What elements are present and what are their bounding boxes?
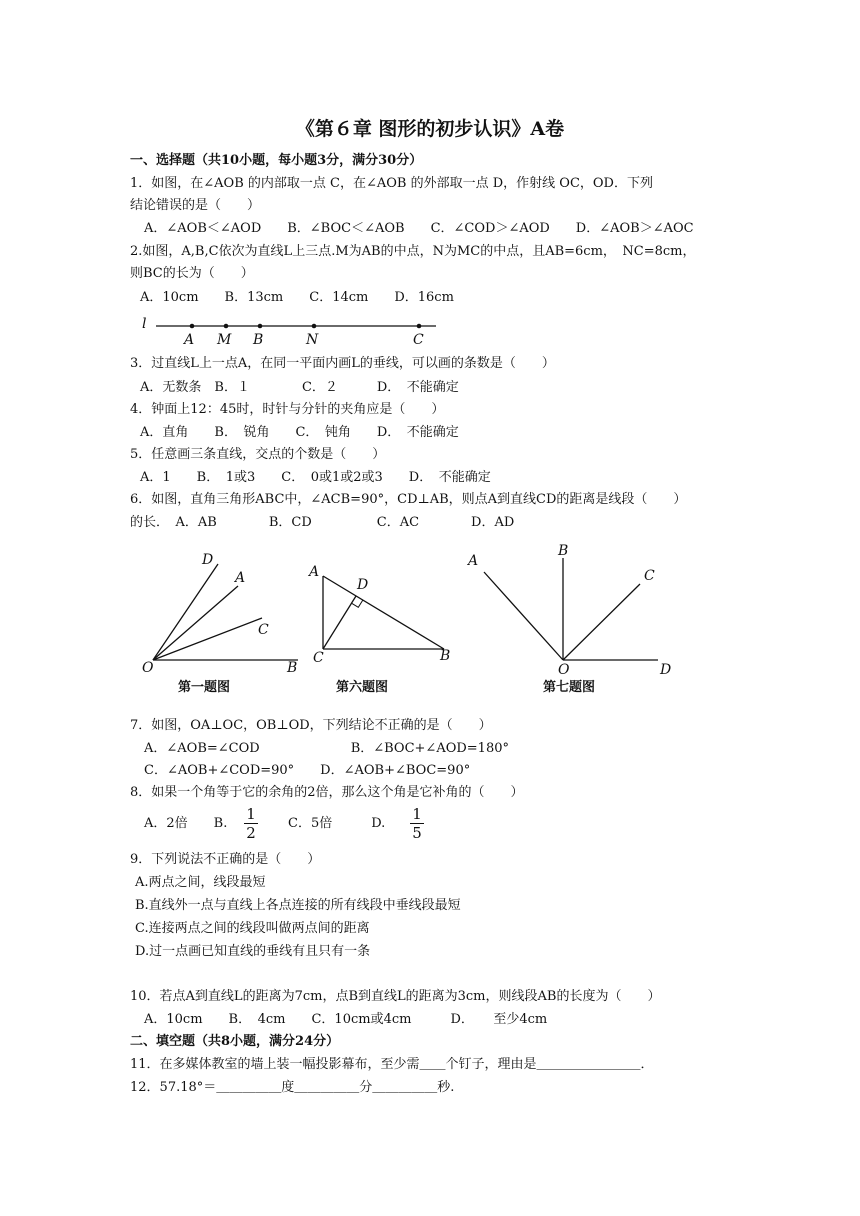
q5-text: 5．任意画三条直线，交点的个数是（ ） — [130, 447, 386, 462]
fig6-caption: 第六题图 — [336, 680, 389, 695]
fig7-label-o: O — [558, 662, 570, 678]
fig6-label-a: A — [309, 564, 320, 580]
fig1-label-c: C — [258, 622, 269, 638]
line-label-a: A — [184, 332, 195, 348]
q6-text-cont: 的长． A．AB B．CD C．AC D．AD — [130, 515, 515, 530]
q4-options: A．直角 B． 锐角 C． 钝角 D． 不能确定 — [140, 425, 459, 440]
q8-option-a: A．2倍 B. — [144, 816, 228, 831]
q1-text-cont: 结论错误的是（ ） — [130, 198, 261, 213]
fig7-label-b: B — [558, 543, 569, 559]
fig6-label-b: B — [440, 648, 451, 664]
q8-option-c: C．5倍 D. — [288, 816, 386, 831]
q8-frac-b-num: 1 — [246, 805, 256, 823]
figure-6 — [306, 556, 466, 668]
fig7-caption: 第七题图 — [543, 680, 596, 695]
fig7-label-d: D — [660, 662, 672, 678]
q9-option-b: B.直线外一点与直线上各点连接的所有线段中垂线段最短 — [135, 898, 461, 913]
q9-text: 9．下列说法不正确的是（ ） — [130, 852, 321, 867]
q2-text: 2.如图，A,B,C依次为直线L上三点.M为AB的中点，N为MC的中点，且AB=6cm， NC=8cm， — [130, 244, 696, 259]
q8-frac-d-num: 1 — [412, 805, 422, 823]
fig6-label-c: C — [313, 650, 324, 666]
q9-option-d: D.过一点画已知直线的垂线有且只有一条 — [135, 944, 371, 959]
q8-text: 8．如果一个角等于它的余角的2倍，那么这个角是它补角的（ ） — [130, 785, 524, 800]
fig6-label-d: D — [357, 577, 369, 593]
fig1-label-a: A — [235, 570, 246, 586]
fig1-label-d: D — [202, 552, 214, 568]
line-label-b: B — [253, 332, 264, 348]
fig1-label-b: B — [287, 660, 298, 676]
q9-option-c: C.连接两点之间的线段叫做两点间的距离 — [135, 921, 370, 936]
q3-text: 3．过直线L上一点A，在同一平面内画L的垂线，可以画的条数是（ ） — [130, 356, 555, 371]
q12-text: 12．57.18°＝＿＿＿＿＿度＿＿＿＿＿分＿＿＿＿＿秒. — [130, 1080, 455, 1095]
line-label-c: C — [413, 332, 424, 348]
line-label-l: l — [142, 316, 147, 332]
q10-options: A．10cm B． 4cm C．10cm或4cm D． 至少4cm — [144, 1012, 548, 1027]
q1-options: A．∠AOB＜∠AOD B．∠BOC＜∠AOB C．∠COD＞∠AOD D．∠AOB＞∠AOC — [144, 221, 694, 236]
q4-text: 4．钟面上12：45时，时针与分针的夹角应是（ ） — [130, 402, 445, 417]
fig7-label-c: C — [644, 568, 655, 584]
q11-text: 11．在多媒体教室的墙上装一幅投影幕布，至少需＿＿个钉子，理由是＿＿＿＿＿＿＿＿． — [130, 1057, 654, 1072]
q6-text: 6．如图，直角三角形ABC中，∠ACB=90°，CD⊥AB，则点A到直线CD的距离是线段（ ） — [130, 492, 687, 507]
page-title: 《第６章 图形的初步认识》A卷 — [295, 118, 565, 140]
q8-frac-d-den: 5 — [412, 824, 422, 842]
q2-options: A．10cm B．13cm C．14cm D．16cm — [140, 290, 454, 305]
q8-frac-b-den: 2 — [246, 824, 256, 842]
section-fill-heading: 二、填空题（共8小题，满分24分） — [130, 1034, 340, 1049]
q9-option-a: A.两点之间，线段最短 — [135, 875, 266, 890]
q8-fraction-half — [244, 806, 258, 841]
figure-7 — [462, 540, 682, 680]
q7-options-ab: A．∠AOB=∠COD B．∠BOC+∠AOD=180° — [144, 741, 509, 756]
q7-text: 7．如图，OA⊥OC，OB⊥OD，下列结论不正确的是（ ） — [130, 718, 492, 733]
q7-options-cd: C．∠AOB+∠COD=90° D．∠AOB+∠BOC=90° — [144, 763, 471, 778]
q2-text-cont: 则BC的长为（ ） — [130, 266, 254, 281]
line-label-m: M — [217, 332, 232, 348]
q3-options: A．无数条 B．１ C．２ D． 不能确定 — [140, 380, 459, 395]
q1-text: 1．如图，在∠AOB 的内部取一点 C，在∠AOB 的外部取一点 D，作射线 OC，OD．下列 — [130, 176, 653, 191]
q5-options: A．1 B． 1或3 C． 0或1或2或3 D． 不能确定 — [140, 470, 491, 485]
section-choice-heading: 一、选择题（共10小题，每小题3分，满分30分） — [130, 153, 423, 168]
line-label-n: N — [306, 332, 319, 348]
fig7-label-a: A — [468, 553, 479, 569]
fig1-caption: 第一题图 — [178, 680, 231, 695]
q10-text: 10．若点A到直线L的距离为7cm，点B到直线L的距离为3cm，则线段AB的长度为（ ） — [130, 989, 661, 1004]
figure-1 — [138, 548, 308, 678]
q8-fraction-fifth — [410, 806, 424, 841]
fig1-label-o: O — [142, 660, 154, 676]
line-figure — [136, 312, 446, 348]
